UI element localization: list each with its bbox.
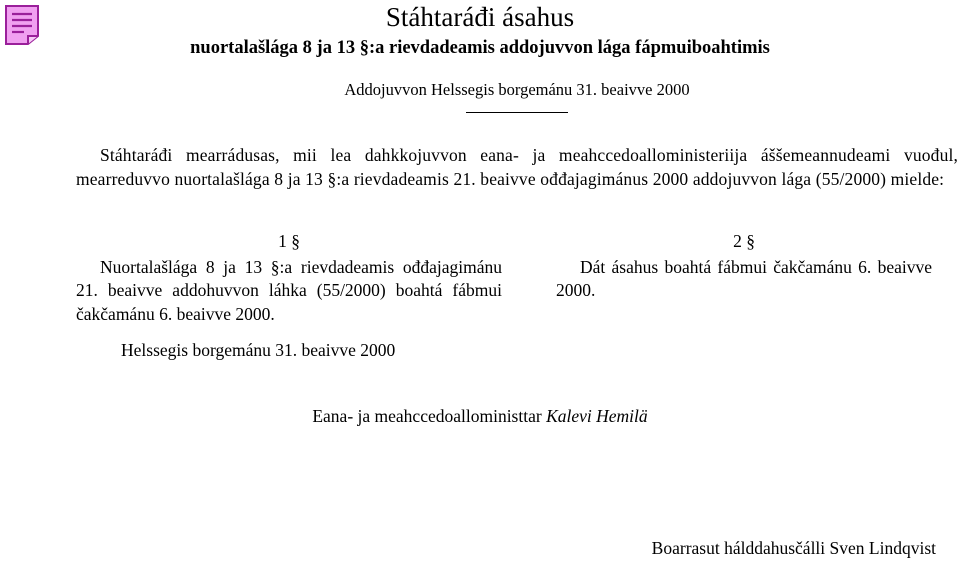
place-date: Helssegis borgemánu 31. beaivve 2000 — [121, 340, 396, 360]
section-2 — [556, 230, 932, 303]
printer-note: Boarrasut hálddahusčálli Sven Lindqvist — [651, 538, 936, 558]
signature-name: Kalevi Hemilä — [546, 406, 648, 426]
given-date: Addojuvvon Helssegis borgemánu 31. beaivve 2000 — [344, 80, 690, 99]
section-text: Dát ásahus boahtá fábmui čakčamánu 6. beaivve 2000. — [556, 256, 932, 300]
section-heading: 1 § — [278, 231, 300, 251]
section-heading: 2 § — [733, 231, 755, 251]
divider — [466, 112, 568, 113]
document-subtitle: nuortalašlága 8 ja 13 §:a rievdadeamis addojuvvon lága fápmuiboahtimis — [190, 38, 770, 58]
preamble-paragraph: Stáhtaráđi mearrádusas, mii lea dahkkojuvvon eana- ja meahccedoalloministeriija áššemeannudeami vuođul, mearreduvvo nuortalašlága 8 ja 13 §:a rievdadeamis 21. beaivve ođđajagimánus 2000 addojuvvon lága (55/2000) mielde: — [76, 145, 958, 189]
signature-role: Eana- ja meahccedoalloministtar — [312, 406, 542, 426]
section-text: Nuortalašlága 8 ja 13 §:a rievdadeamis ođđajagimánu 21. beaivve addohuvvon láhka (55/2000) boahtá fábmui čakčamánu 6. beaivve 2000. — [76, 256, 502, 324]
section-1 — [76, 230, 502, 326]
signature-line — [0, 405, 960, 429]
document-title: Stáhtaráđi ásahus — [385, 2, 575, 32]
